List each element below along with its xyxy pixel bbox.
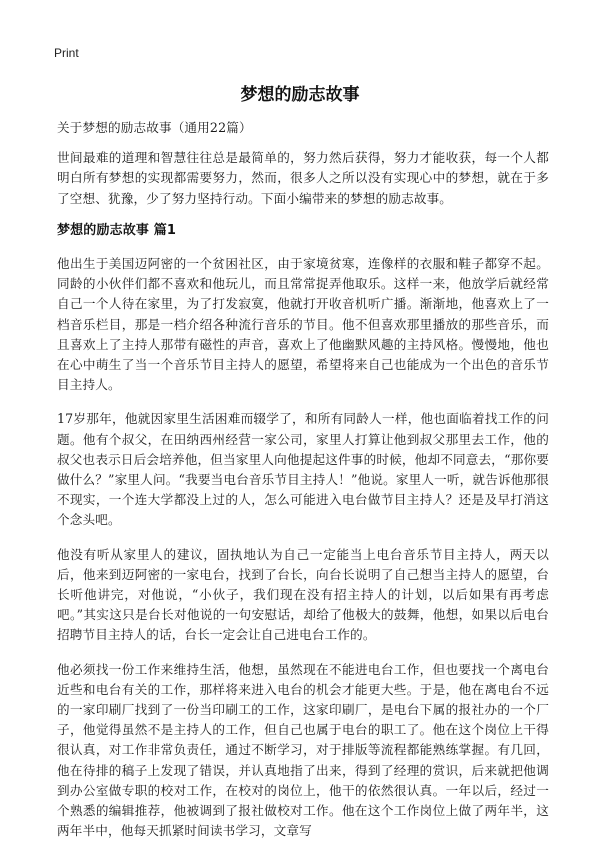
body-paragraph: 他必须找一份工作来维持生活，他想，虽然现在不能进电台工作，但也要找一个离电台近些和电台有关的工作，那样将来进入电台的机会才能更大些。于是，他在离电台不远的一家印刷厂找到了一份当印刷工的工作，这家印刷厂，是电台下属的报社办的一个厂子，他觉得虽然不是主持人的工作，但自己也属于电台的职工了。他在这个岗位上干得很认真，对工作非常负责任，通过不断学习，对于排版等流程都能熟练掌握。有几回，他在待排的稿子上发现了错误，并认真地指了出来，得到了经理的赏识，后来就把他调到办公室做专职的校对工作，在校对的岗位上，他干的依然很认真。一年以后，经过一个熟悉的编辑推荐，他被调到了报社做校对工作。他在这个工作岗位上做了两年半，这两年半中，他每天抓紧时间读书学习，文章写 bbox=[57, 661, 549, 839]
intro-paragraph: 世间最难的道理和智慧往往总是最简单的，努力然后获得，努力才能收获，每一个人都明白所有梦想的实现都需要努力，然而，很多人之所以没有实现心中的梦想，就在于多了空想、犹豫，少了努力坚持行动。下面小编带来的梦想的励志故事。 bbox=[57, 150, 549, 206]
body-paragraph: 17岁那年，他就因家里生活困难而辍学了，和所有同龄人一样，他也面临着找工作的问题。他有个叔父，在田纳西州经营一家公司，家里人打算让他到叔父那里去工作，他的叔父也表示日后会培养他，但当家里人向他提起这件事的时候，他却不同意去，“那你要做什么？”家里人问。“我要当电台音乐节目主持人！”他说。家里人一听，就告诉他那很不现实，一个连大学都没上过的人，怎么可能进入电台做节目主持人？还是及早打消这个念头吧。 bbox=[57, 411, 549, 528]
body-paragraph: 他出生于美国迈阿密的一个贫困社区，由于家境贫寒，连像样的衣服和鞋子都穿不起。同龄的小伙伴们都不喜欢和他玩儿，而且常常捉弄他取乐。这样一来，他放学后就经常自己一个人待在家里，为了打发寂寞，他就打开收音机听广播。渐渐地，他喜欢上了一档音乐栏目，那是一档介绍各种流行音乐的节目。他不但喜欢那里播放的那些音乐，而且喜欢上了主持人那带有磁性的声音，喜欢上了他幽默风趣的主持风格。慢慢地，他也在心中萌生了当一个音乐节目主持人的愿望，希望将来自己也能成为一个出色的音乐节目主持人。 bbox=[57, 256, 549, 393]
document-title: 梦想的励志故事 bbox=[240, 85, 360, 105]
document-body bbox=[57, 118, 549, 856]
section-heading: 梦想的励志故事 篇1 bbox=[57, 222, 177, 238]
print-link[interactable]: Print bbox=[54, 46, 79, 60]
document-subtitle: 关于梦想的励志故事（通用22篇） bbox=[57, 120, 252, 135]
body-paragraph: 他没有听从家里人的建议，固执地认为自己一定能当上电台音乐节目主持人，两天以后，他来到迈阿密的一家电台，找到了台长，向台长说明了自己想当主持人的愿望，台长听他讲完，对他说，“小伙子，我们现在没有招主持人的计划，以后如果有再考虑吧。”其实这只是台长对他说的一句安慰话，却给了他极大的鼓舞，他想，如果以后电台招聘节目主持人的话，台长一定会让自己进电台工作的。 bbox=[57, 546, 549, 643]
